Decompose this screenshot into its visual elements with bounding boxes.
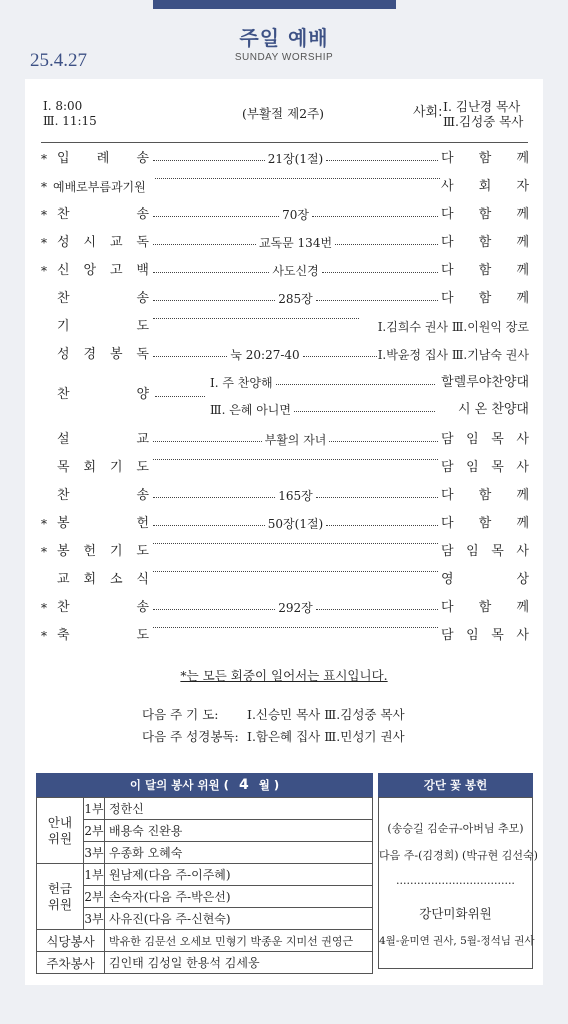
leader-dots [316,300,438,301]
leader-dots [335,244,438,245]
char: 헌 [83,544,97,559]
char: 송 [136,151,149,166]
standing-note: *는 모든 회중이 일어서는 표시입니다. [180,668,388,683]
page-title: 주일 예배 [239,26,329,50]
usher-names: 배용숙 진완용 [105,820,373,842]
char: 송 [136,600,149,615]
char: 성 [57,347,70,362]
char: 독 [136,235,149,250]
presider-3: Ⅲ.김성중 목사 [443,114,524,129]
order-item [41,176,529,198]
char: 도 [136,319,149,334]
order-item-leader [441,148,529,170]
order-item [41,148,529,170]
order-item-name: 예배로부름과기원 [53,180,146,194]
char: 다 [441,207,454,222]
order-item-name [57,457,149,479]
char: 임 [466,628,479,643]
flowers-header: 강단 꽃 봉헌 [378,773,533,797]
order-item-name [57,597,149,619]
order-item-leader: Ⅰ.김희수 권사 Ⅲ.이원익 장로 [377,320,529,334]
char: 봉 [57,516,70,531]
leader-dots [155,178,440,179]
char: 함 [478,235,492,250]
table-row [37,820,373,842]
order-item-name [57,569,149,591]
table-row [37,886,373,908]
char: 함 [478,600,492,615]
char: 담 [441,544,454,559]
char: 고 [109,263,123,278]
usher-part: 3부 [84,842,105,864]
char: 헌 [136,516,149,531]
offering-names: 원남제(다음 주-이주혜) [105,864,373,886]
leader-dots [153,525,265,526]
next-reading-value: Ⅰ.함은혜 집사 Ⅲ.민성기 권사 [247,729,405,744]
order-item-detail: 50장(1절) [267,517,324,531]
anthem-choir: 할렐루야찬양대 [441,375,529,390]
volunteers-month: 4 [238,777,249,793]
order-item-leader [441,485,529,507]
leader-dots [153,318,359,319]
order-item-leader [441,569,529,591]
order-item-leader [441,429,529,451]
order-item [41,513,529,535]
leader-dots [276,384,435,385]
char: 도 [136,544,149,559]
flowers-line-1: (송승길 김순규-아버님 추모) [387,822,524,835]
char: 담 [441,628,454,643]
leader-dots [326,525,438,526]
standing-marker: * [41,208,47,222]
usher-part: 2부 [84,820,105,842]
char: 다 [441,235,454,250]
char: 함 [478,263,492,278]
kitchen-label: 식당봉사 [37,930,105,952]
char: 께 [516,151,529,166]
char: 사 [516,432,529,447]
flowers-committee-detail: 4월-윤미연 권사, 5월-정석님 권사 [379,935,535,947]
order-item-detail: 사도신경 [272,264,319,278]
order-item-name [57,429,149,451]
order-item [41,569,529,591]
offering-names: 사유진(다음 주-신현숙) [105,908,373,930]
char: 자 [516,179,529,194]
char: 다 [441,291,454,306]
char: 께 [516,600,529,615]
header-divider [41,142,528,143]
char: 찬 [57,291,70,306]
char: 사 [516,628,529,643]
order-item [41,597,529,619]
char: 송 [136,207,149,222]
char: 성 [57,235,70,250]
leader-dots [153,441,262,442]
presider-1: Ⅰ. 김난경 목사 [443,99,521,114]
volunteers-header [36,773,373,797]
flowers-committee: 강단미화위원 [419,906,492,921]
order-item [41,288,529,310]
leader-dots [153,244,256,245]
order-item-name [57,513,149,535]
char: 찬 [57,387,70,402]
order-item [41,625,529,647]
char: 식 [136,572,149,587]
offering-part: 3부 [84,908,105,930]
order-item-name [57,204,149,226]
char: 교 [109,235,123,250]
leader-dots [153,497,275,498]
char: 시 [83,235,97,250]
standing-marker: * [41,264,47,278]
char: 기 [109,544,123,559]
order-item [41,316,529,338]
order-item-name [57,260,149,282]
service-time-3: Ⅲ. 11:15 [43,114,97,128]
char: 목 [491,628,504,643]
char: 봉 [109,347,123,362]
parking-label: 주차봉사 [37,952,105,974]
char: 담 [441,432,454,447]
leader-dots [329,441,438,442]
leader-dots [155,396,205,397]
order-item-name [57,288,149,310]
char: 회 [83,572,97,587]
table-row [37,864,373,886]
char: 목 [57,460,70,475]
offering-part: 2부 [84,886,105,908]
char: 양 [136,387,149,402]
usher-part: 1부 [84,798,105,820]
table-row [37,842,373,864]
leader-dots [316,609,438,610]
char: 함 [478,291,492,306]
standing-marker: * [41,601,47,615]
char: 사 [516,460,529,475]
char: 상 [516,572,529,587]
order-item-leader [441,204,529,226]
order-item-detail: 292장 [278,601,313,615]
order-item-leader: Ⅰ.박윤정 집사 Ⅲ.기남숙 권사 [377,348,529,362]
order-item-detail: 70장 [282,208,309,222]
anthem-title: Ⅲ. 은혜 아니면 [210,403,291,417]
service-times [43,99,97,129]
order-item [41,429,529,451]
anthem-row [41,372,529,394]
order-item [41,541,529,563]
order-item-leader [441,513,529,535]
standing-marker: * [41,236,47,250]
order-item [41,485,529,507]
char: 사 [516,544,529,559]
offering-part: 1부 [84,864,105,886]
page-subtitle: SUNDAY WORSHIP [234,52,334,63]
kitchen-names: 박유한 김문선 오세보 민형기 박종운 지미선 권영근 [105,930,373,952]
char: 설 [57,432,70,447]
char: 찬 [57,600,70,615]
leader-dots [153,609,275,610]
char: 앙 [83,263,97,278]
char: 다 [441,516,454,531]
char: 소 [109,572,123,587]
char: 송 [136,488,149,503]
char: 목 [491,460,504,475]
order-item-name [57,485,149,507]
table-row [37,798,373,820]
anthem-row [41,399,529,421]
char: 경 [83,347,97,362]
volunteers-header-prefix: 이 달의 봉사 위원 ( [129,778,229,792]
next-prayer-value: Ⅰ.신승민 목사 Ⅲ.김성중 목사 [247,707,405,722]
table-row [37,908,373,930]
char: 함 [478,207,492,222]
order-item-leader [441,597,529,619]
order-item-leader [441,541,529,563]
char: 회 [83,460,97,475]
anthem-title: Ⅰ. 주 찬양해 [210,376,273,390]
order-item [41,204,529,226]
offering-names: 손숙자(다음 주-박은선) [105,886,373,908]
service-date: 25.4.27 [30,50,87,71]
char: 독 [136,347,149,362]
char: 목 [491,544,504,559]
leader-dots [312,216,438,217]
char: 영 [441,572,454,587]
leader-dots [316,497,438,498]
order-item-leader [441,625,529,647]
order-item-name [57,316,149,338]
order-item [41,344,529,366]
standing-marker: * [41,629,47,643]
flowers-divider: .................................. [396,874,515,887]
order-item-name [57,232,149,254]
next-reading-label: 다음 주 성경봉독: [142,729,239,744]
leader-dots [153,459,438,460]
order-item-detail: 285장 [278,292,313,306]
offering-group-label: 헌금 위원 [37,864,84,930]
order-item-name [57,148,149,170]
order-item [41,232,529,254]
char: 회 [478,179,492,194]
char: 사 [441,179,454,194]
char: 기 [109,460,123,475]
occasion: (부활절 제2주) [242,106,325,121]
char: 목 [491,432,504,447]
table-row [37,952,373,974]
order-item-detail: 부활의 자녀 [264,433,327,447]
order-item [41,260,529,282]
char: 께 [516,263,529,278]
order-item-detail: 21장(1절) [267,152,324,166]
char: 함 [478,516,492,531]
table-row [37,930,373,952]
char: 도 [136,460,149,475]
leader-dots [153,543,438,544]
leader-dots [326,160,438,161]
char: 송 [136,291,149,306]
leader-dots [153,356,227,357]
order-item-detail: 눅 20:27-40 [230,348,300,362]
service-time-1: Ⅰ. 8:00 [43,99,83,113]
order-item-name [57,541,149,563]
usher-names: 정한신 [105,798,373,820]
leader-dots [153,300,275,301]
char: 다 [441,263,454,278]
parking-names: 김인태 김성일 한용석 김세웅 [105,952,373,974]
char: 찬 [57,488,70,503]
order-item-name [57,344,149,366]
char: 임 [466,432,479,447]
order-item-detail: 165장 [278,489,313,503]
char: 다 [441,488,454,503]
leader-dots [153,160,265,161]
char: 께 [516,207,529,222]
standing-marker: * [41,545,47,559]
order-item-name [57,625,149,647]
anthem-choir: 시 온 찬양대 [457,402,529,417]
leader-dots [153,272,269,273]
char: 담 [441,460,454,475]
standing-marker: * [41,180,47,194]
char: 다 [441,600,454,615]
leader-dots [294,411,435,412]
usher-group-label: 안내 위원 [37,798,84,864]
char: 교 [136,432,149,447]
char: 께 [516,235,529,250]
char: 함 [478,488,492,503]
leader-dots [153,571,438,572]
char: 임 [466,460,479,475]
leader-dots [153,627,438,628]
volunteers-table [36,797,373,974]
standing-marker: * [41,517,47,531]
flowers-line-2: 다음 주-(김경희) (박규현 김선숙) [379,849,538,862]
char: 신 [57,263,70,278]
leader-dots [303,356,377,357]
char: 께 [516,291,529,306]
leader-dots [322,272,438,273]
top-accent-bar [153,0,396,9]
standing-marker: * [41,152,47,166]
next-prayer-label: 다음 주 기 도: [142,707,219,722]
char: 교 [57,572,70,587]
order-item-leader [441,260,529,282]
char: 봉 [57,544,70,559]
char: 께 [516,516,529,531]
leader-dots [153,216,279,217]
order-item-leader [441,288,529,310]
char: 찬 [57,207,70,222]
char: 기 [57,319,70,334]
char: 입 [57,151,70,166]
flowers-box [378,797,538,969]
usher-names: 우종화 오혜숙 [105,842,373,864]
char: 함 [478,151,492,166]
order-item-detail: 교독문 134번 [258,236,333,250]
char: 께 [516,488,529,503]
char: 임 [466,544,479,559]
volunteers-header-suffix: 월 ) [258,778,280,792]
order-item-leader [441,176,529,198]
presider-label: 사회: [413,105,443,120]
order-item-leader [441,232,529,254]
char: 다 [441,151,454,166]
order-item [41,457,529,479]
char: 백 [136,263,149,278]
char: 례 [96,151,110,166]
presiders [443,99,523,129]
order-item-leader [441,457,529,479]
char: 도 [136,628,149,643]
char: 축 [57,628,70,643]
